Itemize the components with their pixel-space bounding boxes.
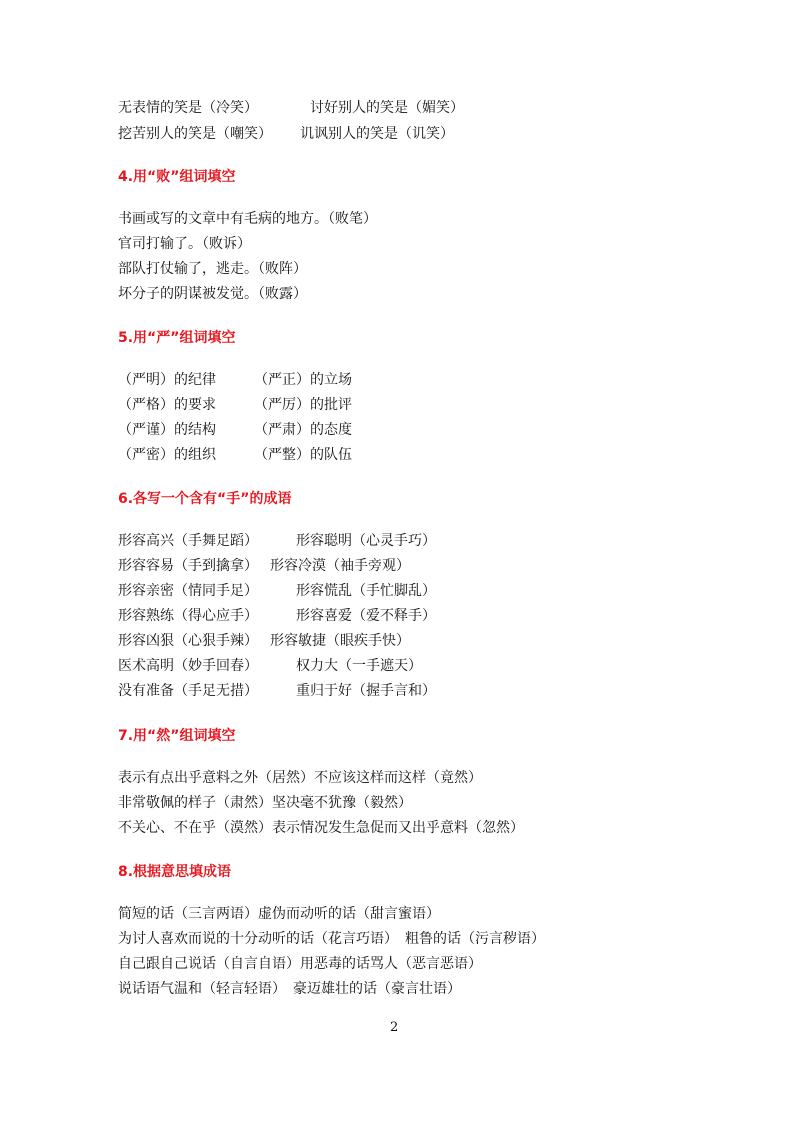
section6-row-7-left: 没有准备（手足无措） bbox=[118, 683, 258, 699]
section6-row-5-right: 形容敏捷（眼疾手快） bbox=[270, 633, 410, 649]
section6-row-7-right: 重归于好（握手言和） bbox=[296, 683, 436, 699]
section5-row-1-right: （严正）的立场 bbox=[254, 372, 352, 388]
top-row-1-right: 讨好别人的笑是（媚笑） bbox=[310, 100, 464, 116]
section5-row-1-left: （严明）的纪律 bbox=[118, 372, 216, 388]
section8-line-2: 为讨人喜欢而说的十分动听的话（花言巧语） 粗鲁的话（污言秽语） bbox=[118, 931, 545, 947]
section8-line-3: 自己跟自己说话（自言自语）用恶毒的话骂人（恶言恶语） bbox=[118, 956, 482, 972]
section4-line-3: 部队打仗输了，逃走。（败阵） bbox=[118, 261, 307, 277]
section5-row-3-left: （严谨）的结构 bbox=[118, 422, 216, 438]
section8-line-4: 说话语气温和（轻言轻语） 豪迈雄壮的话（豪言壮语） bbox=[118, 981, 461, 997]
section6-heading: 6.各写一个含有“手”的成语 bbox=[118, 491, 292, 507]
section6-row-2-right: 形容冷漠（袖手旁观） bbox=[270, 558, 410, 574]
section6-row-4-right: 形容喜爱（爱不释手） bbox=[296, 608, 436, 624]
section6-row-2-left: 形容容易（手到擒拿） bbox=[118, 558, 258, 574]
section5-row-4-left: （严密）的组织 bbox=[118, 447, 216, 463]
section7-heading: 7.用“然”组词填空 bbox=[118, 728, 236, 744]
section7-line-1: 表示有点出乎意料之外（居然）不应该这样而这样（竟然） bbox=[118, 770, 482, 786]
section6-row-1-left: 形容高兴（手舞足蹈） bbox=[118, 533, 258, 549]
section6-row-6-left: 医术高明（妙手回春） bbox=[118, 658, 258, 674]
top-row-1-left: 无表情的笑是（冷笑） bbox=[118, 100, 258, 116]
section4-line-2: 官司打输了。（败诉） bbox=[118, 236, 251, 252]
section6-row-3-left: 形容亲密（情同手足） bbox=[118, 583, 258, 599]
section7-line-2: 非常敬佩的样子（肃然）坚决毫不犹豫（毅然） bbox=[118, 795, 412, 811]
top-row-2-left: 挖苦别人的笑是（嘲笑） bbox=[118, 126, 272, 142]
section5-row-4-right: （严整）的队伍 bbox=[254, 447, 352, 463]
section4-heading: 4.用“败”组词填空 bbox=[118, 169, 236, 185]
section6-row-3-right: 形容慌乱（手忙脚乱） bbox=[296, 583, 436, 599]
top-row-2-right: 讥讽别人的笑是（讥笑） bbox=[300, 126, 454, 142]
section5-row-2-left: （严格）的要求 bbox=[118, 397, 216, 413]
section8-heading: 8.根据意思填成语 bbox=[118, 864, 232, 880]
section7-line-3: 不关心、不在乎（漠然）表示情况发生急促而又出乎意料（忽然） bbox=[118, 820, 524, 836]
page-number: 2 bbox=[390, 1020, 399, 1035]
section6-row-4-left: 形容熟练（得心应手） bbox=[118, 608, 258, 624]
section5-row-2-right: （严厉）的批评 bbox=[254, 397, 352, 413]
section6-row-1-right: 形容聪明（心灵手巧） bbox=[296, 533, 436, 549]
section4-line-4: 坏分子的阴谋被发觉。（败露） bbox=[118, 286, 307, 302]
section8-line-1: 简短的话（三言两语）虚伪而动听的话（甜言蜜语） bbox=[118, 906, 440, 922]
section6-row-5-left: 形容凶狠（心狠手辣） bbox=[118, 633, 258, 649]
section4-line-1: 书画或写的文章中有毛病的地方。（败笔） bbox=[118, 211, 377, 227]
section5-row-3-right: （严肃）的态度 bbox=[254, 422, 352, 438]
section5-heading: 5.用“严”组词填空 bbox=[118, 330, 236, 346]
section6-row-6-right: 权力大（一手遮天） bbox=[296, 658, 422, 674]
